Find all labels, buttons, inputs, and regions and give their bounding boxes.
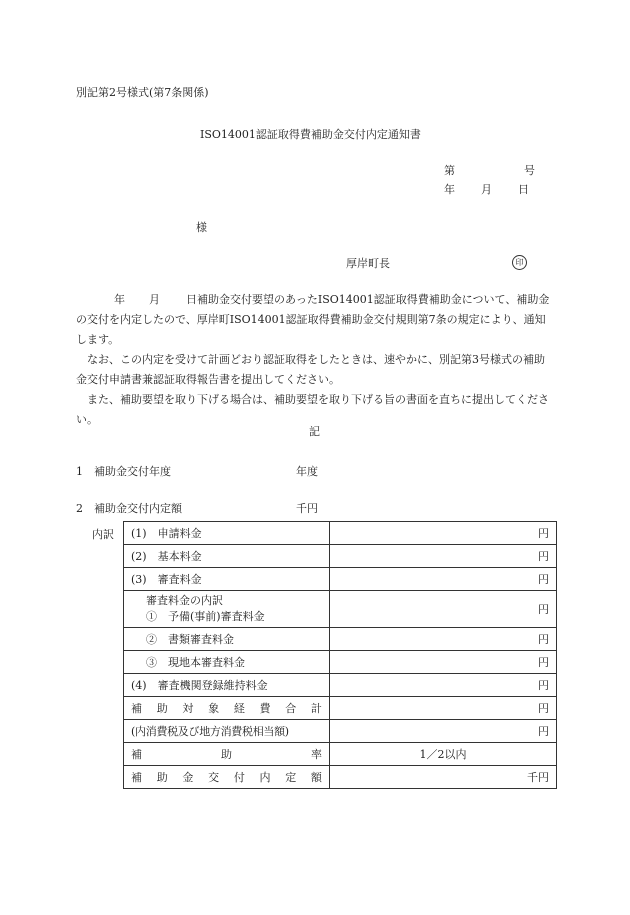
onsite-review-value: 円 bbox=[330, 651, 557, 674]
item-2-unit: 千円 bbox=[296, 502, 318, 515]
body-month: 月 bbox=[149, 293, 160, 306]
total-char: 経 bbox=[233, 702, 245, 715]
item-1-label: 1 補助金交付年度 bbox=[76, 465, 171, 478]
seal-mark bbox=[512, 255, 527, 270]
tax-label: (内消費税及び地方消費税相当額) bbox=[124, 720, 330, 743]
date-line bbox=[444, 181, 529, 197]
form-id: 別記第2号様式(第7条関係) bbox=[76, 86, 209, 99]
item-2-label: 2 補助金交付内定額 bbox=[76, 502, 182, 515]
ki-heading: 記 bbox=[309, 425, 320, 438]
breakdown-table bbox=[123, 521, 557, 789]
total-char: 象 bbox=[208, 702, 220, 715]
body-paragraph-2: なお、この内定を受けて計画どおり認証取得をしたときは、速やかに、別記第3号様式の補助金交付申請書兼認証取得報告書を提出してください。 bbox=[76, 353, 545, 386]
notice-body bbox=[76, 290, 554, 430]
total-label bbox=[124, 697, 330, 720]
review-fee-value: 円 bbox=[330, 568, 557, 591]
total-char: 補 bbox=[131, 702, 142, 715]
table-row bbox=[124, 697, 557, 720]
preliminary-review-label: ① 予備(事前)審査料金 bbox=[146, 610, 265, 623]
decided-amount-value: 千円 bbox=[330, 766, 557, 789]
maintenance-fee-value: 円 bbox=[330, 674, 557, 697]
decided-char: 付 bbox=[233, 771, 245, 784]
review-breakdown-heading: 審査料金の内訳 bbox=[146, 594, 223, 607]
body-year: 年 bbox=[114, 293, 125, 306]
preliminary-review-value: 円 bbox=[330, 591, 557, 628]
issuer: 厚岸町長 bbox=[346, 257, 390, 270]
total-char: 費 bbox=[259, 702, 271, 715]
body-paragraph-1: 日補助金交付要望のあったISO14001認証取得費補助金について、補助金の交付を内定したので、厚岸町ISO14001認証取得費補助金交付規則第7条の規定により、通知します。 bbox=[76, 293, 550, 346]
total-char: 計 bbox=[310, 702, 322, 715]
date-month: 月 bbox=[481, 183, 492, 196]
rate-value: 1／2以内 bbox=[330, 743, 557, 766]
rate-label bbox=[124, 743, 330, 766]
rate-char: 助 bbox=[221, 748, 232, 761]
application-fee-label: (1) 申請料金 bbox=[124, 522, 330, 545]
decided-char: 交 bbox=[208, 771, 220, 784]
table-row bbox=[124, 720, 557, 743]
number-dai: 第 bbox=[444, 164, 455, 177]
table-row bbox=[124, 628, 557, 651]
table-row bbox=[124, 545, 557, 568]
decided-char: 内 bbox=[259, 771, 271, 784]
document-review-value: 円 bbox=[330, 628, 557, 651]
table-row bbox=[124, 766, 557, 789]
seal-icon: 印 bbox=[512, 255, 527, 270]
item-1-unit: 年度 bbox=[296, 465, 318, 478]
rate-char: 率 bbox=[311, 748, 322, 761]
total-value: 円 bbox=[330, 697, 557, 720]
document-review-label: ② 書類審査料金 bbox=[124, 628, 330, 651]
table-row bbox=[124, 743, 557, 766]
table-row bbox=[124, 674, 557, 697]
breakdown-label: 内訳 bbox=[92, 528, 114, 541]
maintenance-fee-label: (4) 審査機関登録維持料金 bbox=[124, 674, 330, 697]
document-title: ISO14001認証取得費補助金交付内定通知書 bbox=[200, 128, 421, 141]
table-row bbox=[124, 568, 557, 591]
decided-amount-label bbox=[124, 766, 330, 789]
decided-char: 定 bbox=[285, 771, 297, 784]
onsite-review-label: ③ 現地本審査料金 bbox=[124, 651, 330, 674]
basic-fee-value: 円 bbox=[330, 545, 557, 568]
decided-char: 助 bbox=[156, 771, 168, 784]
number-line bbox=[444, 162, 535, 178]
body-paragraph-3: また、補助要望を取り下げる場合は、補助要望を取り下げる旨の書面を直ちに提出してください。 bbox=[76, 393, 549, 426]
table-row bbox=[124, 591, 557, 628]
total-char: 合 bbox=[285, 702, 297, 715]
addressee: 様 bbox=[196, 221, 207, 234]
review-fee-label: (3) 審査料金 bbox=[124, 568, 330, 591]
decided-char: 金 bbox=[182, 771, 194, 784]
decided-char: 補 bbox=[131, 771, 142, 784]
date-day: 日 bbox=[518, 183, 529, 196]
date-year: 年 bbox=[444, 183, 455, 196]
application-fee-value: 円 bbox=[330, 522, 557, 545]
total-char: 対 bbox=[182, 702, 194, 715]
table-row bbox=[124, 522, 557, 545]
rate-char: 補 bbox=[131, 748, 142, 761]
review-breakdown-label bbox=[124, 591, 330, 628]
total-char: 助 bbox=[156, 702, 168, 715]
basic-fee-label: (2) 基本料金 bbox=[124, 545, 330, 568]
decided-char: 額 bbox=[310, 771, 322, 784]
tax-value: 円 bbox=[330, 720, 557, 743]
number-go: 号 bbox=[524, 164, 535, 177]
table-row bbox=[124, 651, 557, 674]
